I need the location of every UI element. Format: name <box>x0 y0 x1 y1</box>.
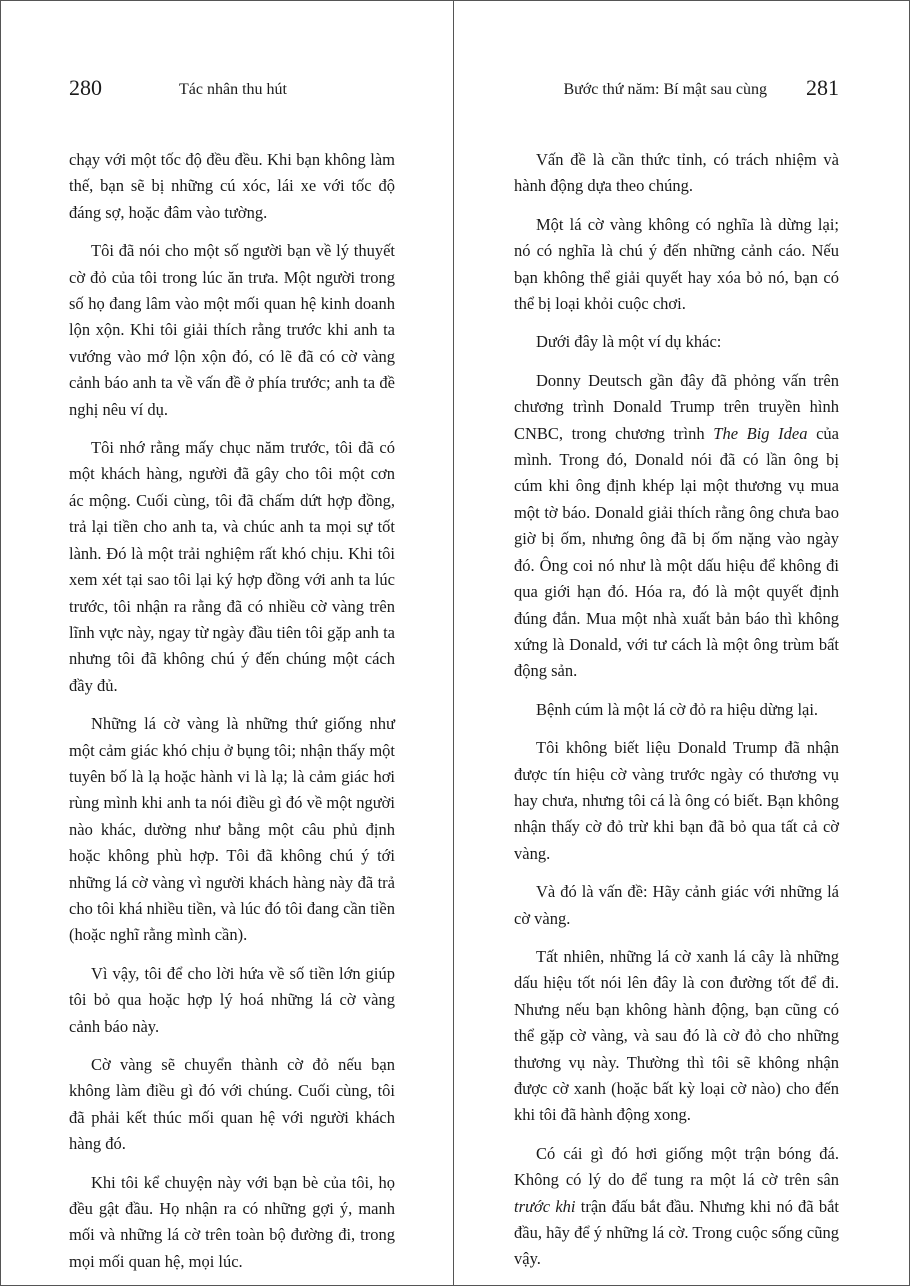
right-page <box>454 1 907 1285</box>
left-page-body <box>69 147 395 1287</box>
paragraph-text: của mình. Trong đó, Donald nói đã có lần ông bị cúm khi ông định khép lại một thương vụ mua một tờ báo. Donald giải thích rằng ông chưa bao giờ bị ốm, nhưng ông đã bị ốm nặng vào ngày đó. Ông coi nó như là một dấu hiệu để không đi qua giới hạn đó. Hóa ra, đó là một quyết định đúng đắn. Mua một nhà xuất bản báo thì không xứng là Donald, với tư cách là một ông trùm bất động sản. <box>514 423 839 681</box>
left-running-head <box>1 73 453 107</box>
paragraph: Dưới đây là một ví dụ khác: <box>536 332 722 352</box>
paragraph-text: Có cái gì đó hơi giống một trận bóng đá. Không có lý do để tung ra một lá cờ trên sân <box>514 1143 839 1190</box>
show-title: The Big Idea <box>713 423 808 443</box>
left-page <box>1 1 454 1285</box>
left-running-head-title: Tác nhân thu hút <box>179 81 287 98</box>
paragraph: Vấn đề là cần thức tỉnh, có trách nhiệm và hành động dựa theo chúng. <box>514 150 839 196</box>
paragraph: Tôi nhớ rằng mấy chục năm trước, tôi đã có một khách hàng, người đã gây cho tôi một cơn ác mộng. Cuối cùng, tôi đã chấm dứt hợp đồng, trả lại tiền cho anh ta, và chúc anh ta mọi sự tốt lành. Đó là một trải nghiệm rất khó chịu. Khi tôi xem xét tại sao tôi lại ký hợp đồng với anh ta lúc trước, tôi nhận ra rằng đã có nhiều cờ vàng trên lĩnh vực này, ngay từ ngày đầu tiên tôi gặp anh ta nhưng tôi đã không chú ý đến chúng một cách đầy đủ. <box>69 438 395 695</box>
paragraph <box>514 368 839 685</box>
paragraph: Tôi không biết liệu Donald Trump đã nhận được tín hiệu cờ vàng trước ngày có thương vụ hay chưa, nhưng tôi cá là ông có biết. Bạn không nhận thấy cờ đỏ trừ khi bạn đã bỏ qua tất cả cờ vàng. <box>514 738 839 863</box>
paragraph: Cờ vàng sẽ chuyển thành cờ đỏ nếu bạn không làm điều gì đó với chúng. Cuối cùng, tôi đã phải kết thúc mối quan hệ với người khách hàng đó. <box>69 1055 395 1154</box>
paragraph: Một lá cờ vàng không có nghĩa là dừng lại; nó có nghĩa là chú ý đến những cảnh cáo. Nếu bạn không thể giải quyết hay xóa bỏ nó, bạn có thể bị loại khỏi cuộc chơi. <box>514 214 839 314</box>
paragraph: Tất nhiên, những lá cờ xanh lá cây là những dấu hiệu tốt nói lên đây là con đường tốt để đi. Nhưng nếu bạn không hành động, bạn cũng có thể gặp cờ vàng, và sau đó là cờ đỏ cho những thương vụ này. Thường thì tôi sẽ không nhận được cờ xanh (hoặc bất kỳ loại cờ nào) cho đến khi tôi đã hành động xong. <box>514 946 839 1125</box>
emphasis: trước khi <box>514 1196 576 1216</box>
paragraph: Những lá cờ vàng là những thứ giống như một cảm giác khó chịu ở bụng tôi; nhận thấy một tuyên bố là lạ hoặc hành vi là lạ; là cảm giác hơi rùng mình khi anh ta nói điều gì đó về một người nào khác, dường như bằng một câu phủ định hoặc không phù hợp. Tôi đã không chú ý tới những lá cờ vàng vì người khách hàng này đã trả cho tôi khá nhiều tiền, và lúc đó tôi đang cần tiền (hoặc nghĩ rằng mình cần). <box>69 714 395 945</box>
paragraph-text: Donny Deutsch gần đây đã phỏng vấn trên chương trình Donald Trump trên truyền hình CNBC, trong chương trình <box>514 370 839 443</box>
right-page-number: 281 <box>806 75 839 100</box>
paragraph-text: trận đấu bắt đầu. Nhưng khi nó đã bắt đầu, hãy để ý những lá cờ. Trong cuộc sống cũng vậy. <box>514 1196 839 1269</box>
paragraph: Vì vậy, tôi để cho lời hứa về số tiền lớn giúp tôi bỏ qua hoặc hợp lý hoá những lá cờ vàng cảnh báo này. <box>69 963 395 1036</box>
paragraph: chạy với một tốc độ đều đều. Khi bạn không làm thế, bạn sẽ bị những cú xóc, lái xe với tốc độ đáng sợ, hoặc đâm vào tường. <box>69 150 395 222</box>
paragraph: Tôi đã nói cho một số người bạn về lý thuyết cờ đỏ của tôi trong lúc ăn trưa. Một người trong số họ đang lâm vào một mối quan hệ kinh doanh lộn xộn. Khi tôi giải thích rằng trước khi anh ta vướng vào mớ lộn xộn đó, có lẽ đã có cờ vàng cảnh báo anh ta về vấn đề ở phía trước; anh ta đề nghị nêu ví dụ. <box>69 241 395 419</box>
paragraph <box>514 1141 839 1273</box>
right-running-head-title: Bước thứ năm: Bí mật sau cùng <box>563 81 767 98</box>
paragraph: Khi tôi kể chuyện này với bạn bè của tôi, họ đều gật đầu. Họ nhận ra có những gợi ý, manh mối và những lá cờ trên toàn bộ đường đi, trong mọi mối quan hệ, mọi lúc. <box>69 1172 395 1271</box>
paragraph: Và đó là vấn đề: Hãy cảnh giác với những lá cờ vàng. <box>514 882 839 928</box>
right-page-body <box>514 147 839 1285</box>
paragraph: Bệnh cúm là một lá cờ đỏ ra hiệu dừng lại. <box>536 699 819 719</box>
right-running-head <box>454 73 907 107</box>
left-page-number: 280 <box>69 75 102 100</box>
